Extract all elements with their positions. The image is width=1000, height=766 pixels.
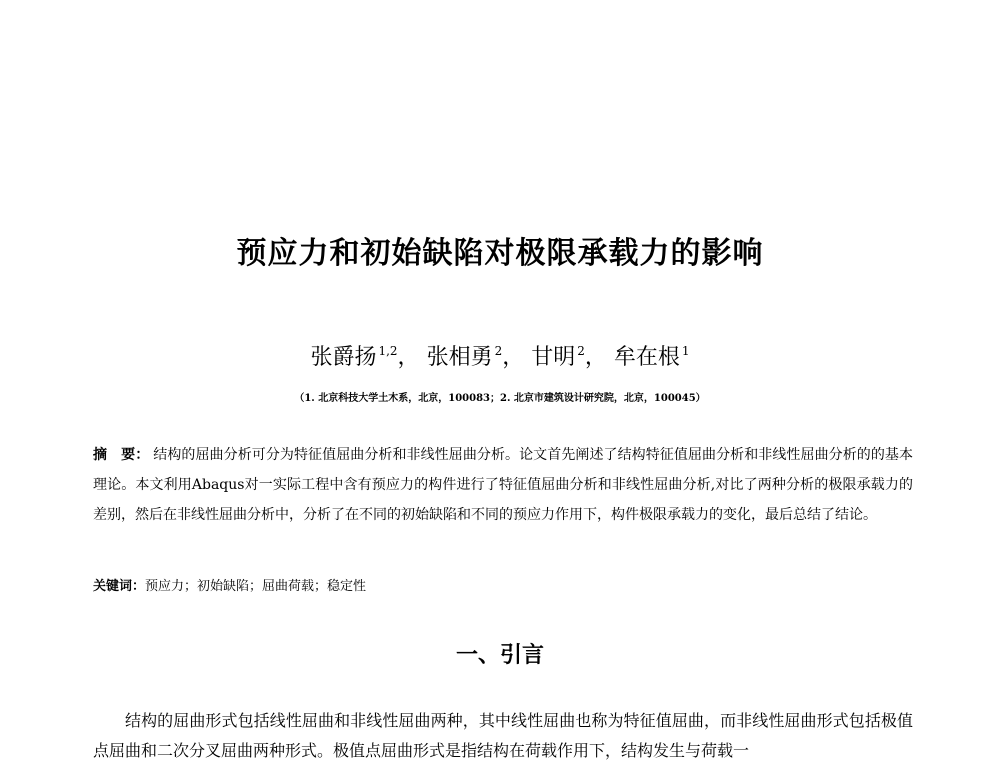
section-heading: 一、引言 [455,643,544,668]
author-affiliation-mark: 2 [494,344,503,358]
abstract-text: 结构的屈曲分析可分为特征值屈曲分析和非线性屈曲分析。论文首先阐述了结构特征值屈曲分析和非线性屈曲分析的的基本理论。本文利用Abaqus对一实际工程中含有预应力的构件进行了特征值屈曲分析和非线性屈曲分析,对比了两种分析的极限承载力的差别，然后在非线性屈曲分析中，分析了在不同的初始缺陷和不同的预应力作用下，构件极限承载力的变化，最后总结了结论。 [93,447,913,523]
author-separator: ， [584,345,607,370]
keywords [93,576,913,598]
author-name: 张爵扬 [310,345,377,370]
author-separator: ， [502,345,525,370]
author-separator: ， [397,345,420,370]
paper-title: 预应力和初始缺陷对极限承载力的影响 [236,236,764,271]
author-name: 牟在根 [613,345,680,370]
keywords-label: 关键词： [93,579,146,594]
keywords-text: 预应力；初始缺陷；屈曲荷载；稳定性 [145,579,367,594]
author-affiliation-mark: 1 [681,344,690,358]
body-paragraph: 结构的屈曲形式包括线性屈曲和非线性屈曲两种，其中线性屈曲也称为特征值屈曲，而非线性屈曲形式包括极值点屈曲和二次分叉屈曲两种形式。极值点屈曲形式是指结构在荷载作用下，结构发生与荷载一 [93,711,913,760]
abstract-label: 摘 要： [93,447,150,463]
author-name: 甘明 [531,345,576,370]
author-affiliation-mark: 2 [577,344,585,358]
affiliations: （1. 北京科技大学土木系，北京，100083；2. 北京市建筑设计研究院，北京，100045） [294,393,706,404]
abstract [93,440,913,530]
author-affiliation-mark: 1,2 [378,344,398,358]
author-name: 张相勇 [426,345,493,370]
author-list [0,340,1000,371]
